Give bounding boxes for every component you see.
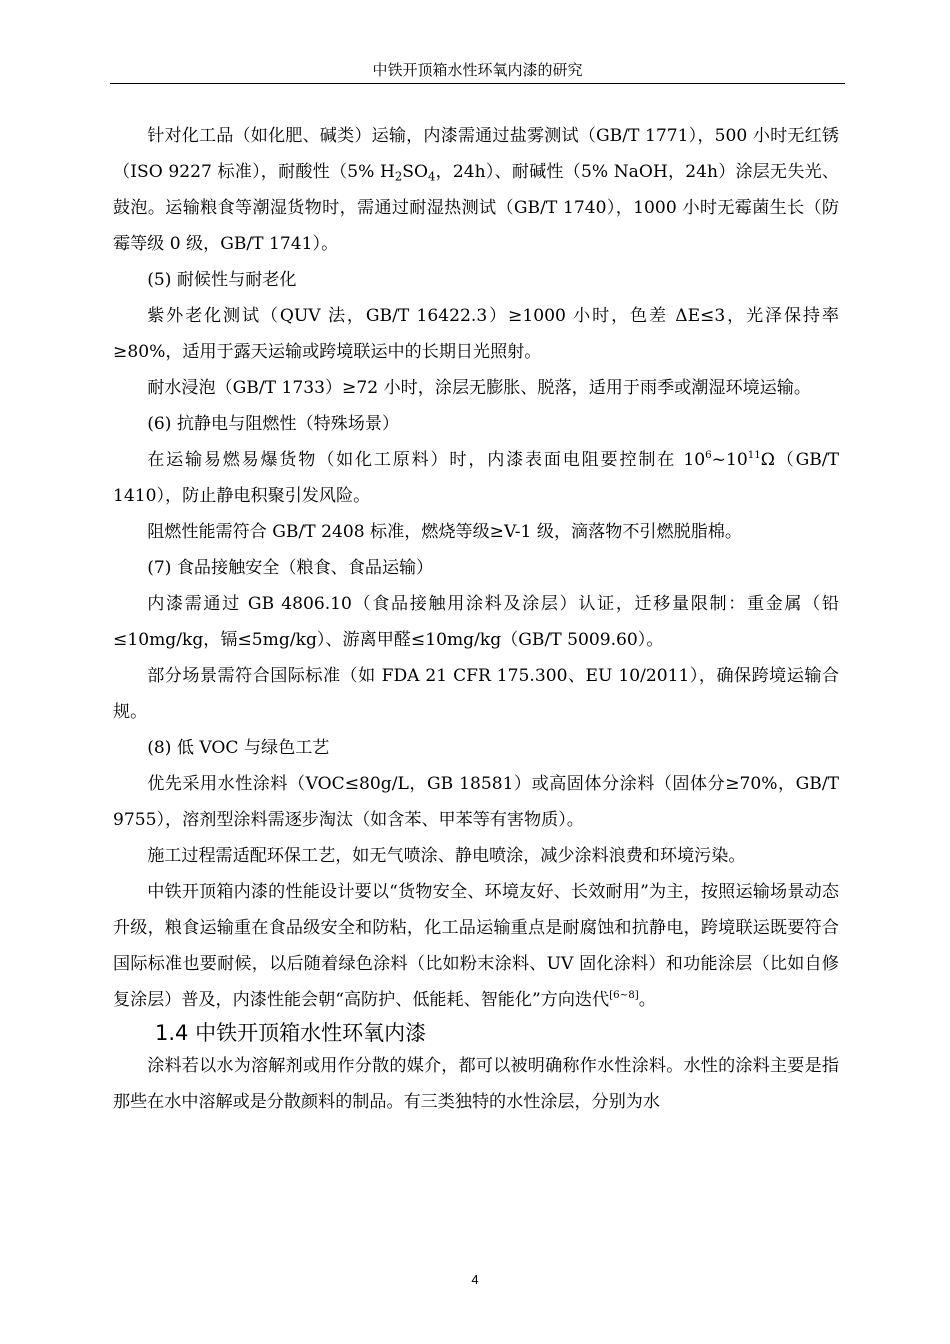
citation-ref: [6~8] [609, 988, 639, 1001]
running-header: 中铁开顶箱水性环氧内漆的研究 [372, 61, 583, 79]
subheading-food-contact: (7) 食品接触安全（粮食、食品运输） [147, 558, 434, 578]
paragraph-chemical-transport [113, 118, 839, 262]
paragraph-waterborne-priority: 优先采用水性涂料（VOC≤80g/L，GB 18581）或高固体分涂料（固体分≥70%，GB/T 9755），溶剂型涂料需逐步淘汰（如含苯、甲苯等有害物质）。 [113, 774, 839, 830]
text-run: 在运输易燃易爆货物（如化工原料）时，内漆表面电阻要控制在 10 [147, 450, 706, 470]
paragraph-eco-process: 施工过程需适配环保工艺，如无气喷涂、静电喷涂，减少涂料浪费和环境污染。 [147, 846, 746, 866]
text-run: 中铁开顶箱内漆的性能设计要以“货物安全、环境友好、长效耐用”为主，按照运输场景动态升级，粮食运输重在食品级安全和防粘，化工品运输重点是耐腐蚀和抗静电，跨境联运既要符合国际标准也要耐候，以后随着绿色涂料（比如粉末涂料、UV 固化涂料）和功能涂层（比如自修复涂层）普及，内漆性能会朝“高防护、低能耗、智能化”方向迭代 [113, 882, 839, 1010]
subheading-antistatic: (6) 抗静电与阻燃性（特殊场景） [147, 414, 400, 434]
text-run: ~10 [711, 450, 748, 470]
superscript: 11 [747, 448, 761, 461]
text-run: ，24h）、耐碱性（5% NaOH，24h）涂层无失光、鼓泡。运输粮食等潮湿货物时，需通过耐湿热测试（GB/T 1740），1000 小时无霉菌生长（防霉等级 0 级，GB/T 1741）。 [113, 162, 839, 254]
paragraph-water-immersion: 耐水浸泡（GB/T 1733）≥72 小时，涂层无膨胀、脱落，适用于雨季或潮湿环境运输。 [147, 378, 811, 398]
paragraph-food-contact-cert: 内漆需通过 GB 4806.10（食品接触用涂料及涂层）认证，迁移量限制：重金属（铅≤10mg/kg，镉≤5mg/kg）、游离甲醛≤10mg/kg（GB/T 5009.60）。 [113, 594, 839, 650]
paragraph-international-standards: 部分场景需符合国际标准（如 FDA 21 CFR 175.300、EU 10/2011），确保跨境运输合规。 [113, 666, 839, 722]
paragraph-uv-aging: 紫外老化测试（QUV 法，GB/T 16422.3）≥1000 小时，色差 ΔE≤3，光泽保持率≥80%，适用于露天运输或跨境联运中的长期日光照射。 [113, 306, 839, 362]
page-body [113, 118, 839, 1120]
paragraph-flame-retardant: 阻燃性能需符合 GB/T 2408 标准，燃烧等级≥V-1 级，滴落物不引燃脱脂棉。 [147, 522, 742, 542]
section-heading: 1.4 中铁开顶箱水性环氧内漆 [155, 1021, 427, 1045]
paragraph-surface-resistance [113, 442, 839, 514]
paragraph-waterborne-definition: 涂料若以水为溶解剂或用作分散的媒介，都可以被明确称作水性涂料。水性的涂料主要是指那些在水中溶解或是分散颜料的制品。有三类独特的水性涂层，分别为水 [113, 1056, 839, 1112]
header-rule [110, 83, 845, 84]
superscript: 6 [705, 448, 712, 461]
text-run: SO [402, 162, 428, 182]
subscript: 4 [428, 169, 436, 184]
subscript: 2 [394, 169, 403, 184]
paragraph-summary [113, 874, 839, 1018]
text-run: 。 [638, 990, 656, 1010]
text-run: Ω（GB/T 1410），防止静电积聚引发风险。 [113, 450, 839, 506]
text-run: 针对化工品（如化肥、碱类）运输，内漆需通过盐雾测试（GB/T 1771），500 小时无红锈（ISO 9227 标准），耐酸性（5% H [113, 126, 839, 182]
subheading-low-voc: (8) 低 VOC 与绿色工艺 [147, 738, 330, 758]
subheading-weather-resistance: (5) 耐候性与耐老化 [147, 270, 297, 290]
page-number: 4 [471, 1272, 479, 1287]
